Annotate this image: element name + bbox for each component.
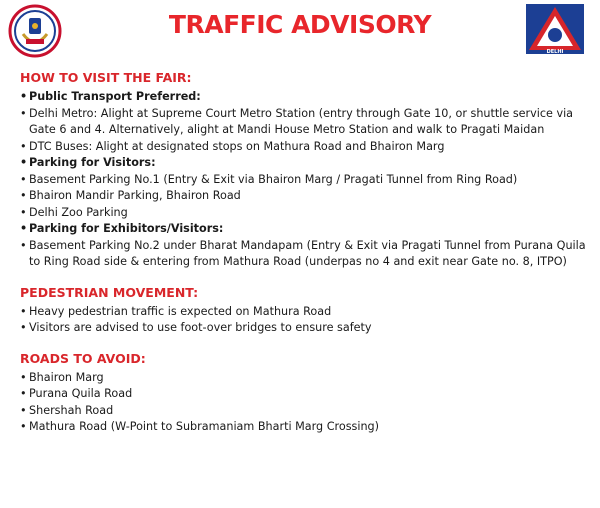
list-item: • Visitors are advised to use foot-over bridges to ensure safety bbox=[20, 320, 592, 337]
list-item: • Bhairon Marg bbox=[20, 370, 592, 387]
section-how-to-visit bbox=[20, 70, 592, 271]
list-item: • Shershah Road bbox=[20, 403, 592, 420]
header bbox=[0, 0, 600, 62]
section-heading: ROADS TO AVOID: bbox=[20, 350, 146, 366]
roads-to-avoid-list bbox=[20, 370, 592, 436]
list-item: • Delhi Metro: Alight at Supreme Court Metro Station (entry through Gate 10, or shuttle service via Gate 6 and 4. Alternatively, alight at Mandi House Metro Station and walk to Pragati Maidan bbox=[20, 106, 592, 139]
section-heading: HOW TO VISIT THE FAIR: bbox=[20, 70, 192, 85]
list-item: • Parking for Visitors: bbox=[20, 155, 592, 172]
list-item: • Bhairon Mandir Parking, Bhairon Road bbox=[20, 188, 592, 205]
advisory-content bbox=[20, 70, 592, 436]
how-to-visit-list bbox=[20, 89, 592, 271]
list-item: • Delhi Zoo Parking bbox=[20, 205, 592, 222]
list-item: • Purana Quila Road bbox=[20, 386, 592, 403]
section-roads-to-avoid bbox=[20, 351, 592, 436]
list-item: • DTC Buses: Alight at designated stops on Mathura Road and Bhairon Marg bbox=[20, 139, 592, 156]
pedestrian-list bbox=[20, 304, 592, 337]
list-item: • Parking for Exhibitors/Visitors: bbox=[20, 221, 592, 238]
delhi-traffic-police-logo-icon bbox=[526, 4, 584, 54]
section-pedestrian-movement bbox=[20, 285, 592, 337]
page-title: TRAFFIC ADVISORY bbox=[168, 10, 432, 39]
right-logo-text: DELHI bbox=[546, 49, 564, 54]
list-item: • Heavy pedestrian traffic is expected on Mathura Road bbox=[20, 304, 592, 321]
list-item: • Basement Parking No.2 under Bharat Mandapam (Entry & Exit via Pragati Tunnel from Purana Quila to Ring Road side & entering from Mathura Road (underpas no 4 and exit near Gate no. 8, ITPO) bbox=[20, 238, 592, 271]
section-heading: PEDESTRIAN MOVEMENT: bbox=[20, 284, 199, 300]
list-item: • Mathura Road (W-Point to Subramaniam Bharti Marg Crossing) bbox=[20, 419, 592, 436]
list-item: • Public Transport Preferred: bbox=[20, 89, 592, 106]
list-item: • Basement Parking No.1 (Entry & Exit via Bhairon Marg / Pragati Tunnel from Ring Road) bbox=[20, 172, 592, 189]
